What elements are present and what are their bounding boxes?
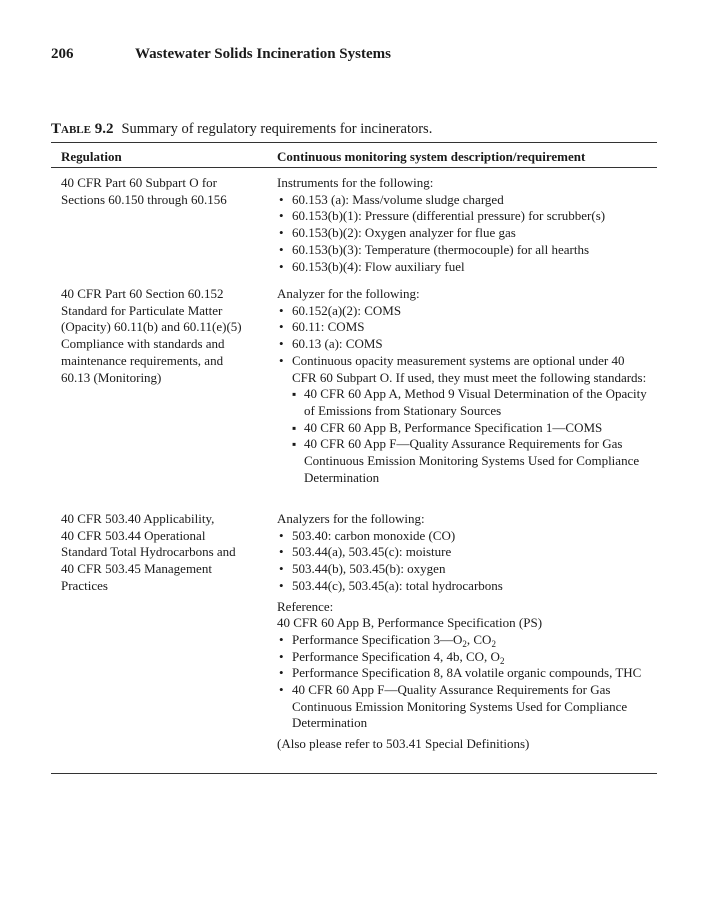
regulation-line: 40 CFR 503.45 Management (61, 561, 212, 577)
list-item: • 60.11: COMS (277, 319, 647, 336)
table-row (51, 175, 657, 286)
regulation-line: Compliance with standards and (61, 336, 225, 352)
regulation-line: Standard Total Hydrocarbons and (61, 544, 236, 560)
ps4-text: Performance Specification 4, 4b, CO, O (292, 648, 500, 664)
list-item: • 60.153(b)(3): Temperature (thermocouple) for all hearths (277, 242, 647, 259)
page-header (51, 46, 391, 63)
list-item: • 60.153(b)(2): Oxygen analyzer for flue gas (277, 225, 647, 242)
list-item: • 60.153(b)(4): Flow auxiliary fuel (277, 259, 647, 276)
list-item: • 60.153(b)(1): Pressure (differential pressure) for scrubber(s) (277, 208, 647, 225)
table-header-rule (51, 167, 657, 168)
regulation-cell (61, 511, 266, 595)
page-number: 206 (51, 46, 74, 62)
requirement-list (277, 528, 647, 595)
requirement-cell (277, 286, 647, 486)
table-row (51, 286, 657, 511)
regulation-line: 60.13 (Monitoring) (61, 369, 162, 385)
subscript: 2 (491, 638, 496, 649)
regulation-line: 40 CFR Part 60 Section 60.152 (61, 286, 224, 301)
table-caption-text: Summary of regulatory requirements for incinerators. (121, 121, 433, 137)
table-caption (51, 121, 432, 138)
table-row (51, 511, 657, 773)
ps3-text-mid: , CO (466, 631, 492, 647)
table-header-row (51, 143, 657, 167)
requirement-intro: Analyzers for the following: (277, 511, 425, 526)
list-item: • Continuous opacity measurement systems are optional under 40 CFR 60 Subpart O. If used, they must meet the following standards: (277, 353, 647, 386)
list-item: • 503.44(a), 503.45(c): moisture (277, 544, 647, 561)
header-requirement: Continuous monitoring system description/requirement (277, 149, 586, 164)
standards-sublist (292, 386, 647, 486)
regulation-line: maintenance requirements, and (61, 352, 224, 368)
table-bottom-rule (51, 773, 657, 774)
list-item (277, 649, 647, 666)
regulation-table (51, 142, 657, 774)
list-item (277, 632, 647, 649)
header-regulation: Regulation (61, 149, 122, 164)
requirement-list (277, 192, 647, 276)
regulation-line: Sections 60.150 through 60.156 (61, 191, 227, 207)
regulation-cell (61, 286, 266, 386)
reference-list (277, 632, 647, 732)
regulation-line: Practices (61, 577, 108, 593)
regulation-cell (61, 175, 266, 208)
requirement-intro: Instruments for the following: (277, 175, 434, 190)
reference-source: 40 CFR 60 App B, Performance Specification (PS) (277, 615, 543, 631)
list-item: • 60.153 (a): Mass/volume sludge charged (277, 192, 647, 209)
sublist-item: ▪ 40 CFR 60 App F—Quality Assurance Requirements for Gas Continuous Emission Monitoring Systems Used for Compliance Determination (292, 436, 647, 486)
sublist-item: ▪ 40 CFR 60 App B, Performance Specification 1—COMS (292, 420, 647, 437)
list-item: • 503.40: carbon monoxide (CO) (277, 528, 647, 545)
table-label: Table 9.2 (51, 121, 114, 137)
list-item: • 40 CFR 60 App F—Quality Assurance Requirements for Gas Continuous Emission Monitoring Systems Used for Compliance Determination (277, 682, 647, 732)
requirement-intro: Analyzer for the following: (277, 286, 420, 301)
list-item: • 503.44(b), 503.45(b): oxygen (277, 561, 647, 578)
ps3-text: Performance Specification 3—O (292, 631, 463, 647)
reference-label: Reference: (277, 598, 334, 614)
regulation-line: (Opacity) 60.11(b) and 60.11(e)(5) (61, 319, 242, 335)
running-title: Wastewater Solids Incineration Systems (135, 46, 391, 62)
regulation-line: 40 CFR 503.44 Operational (61, 527, 206, 543)
list-item: • 60.152(a)(2): COMS (277, 303, 647, 320)
reference-note: (Also please refer to 503.41 Special Definitions) (277, 736, 530, 752)
list-item: • 60.13 (a): COMS (277, 336, 647, 353)
regulation-line: 40 CFR 503.40 Applicability, (61, 511, 215, 526)
requirement-cell (277, 175, 647, 275)
requirement-cell (277, 511, 647, 753)
requirement-list (277, 303, 647, 387)
subscript: 2 (462, 638, 467, 649)
list-item: • Performance Specification 8, 8A volatile organic compounds, THC (277, 665, 647, 682)
regulation-line: 40 CFR Part 60 Subpart O for (61, 175, 217, 190)
subscript: 2 (499, 655, 505, 666)
sublist-item: ▪ 40 CFR 60 App A, Method 9 Visual Determination of the Opacity of Emissions from Stationary Sources (292, 386, 647, 419)
list-item: • 503.44(c), 503.45(a): total hydrocarbons (277, 578, 647, 595)
regulation-line: Standard for Particulate Matter (61, 302, 223, 318)
